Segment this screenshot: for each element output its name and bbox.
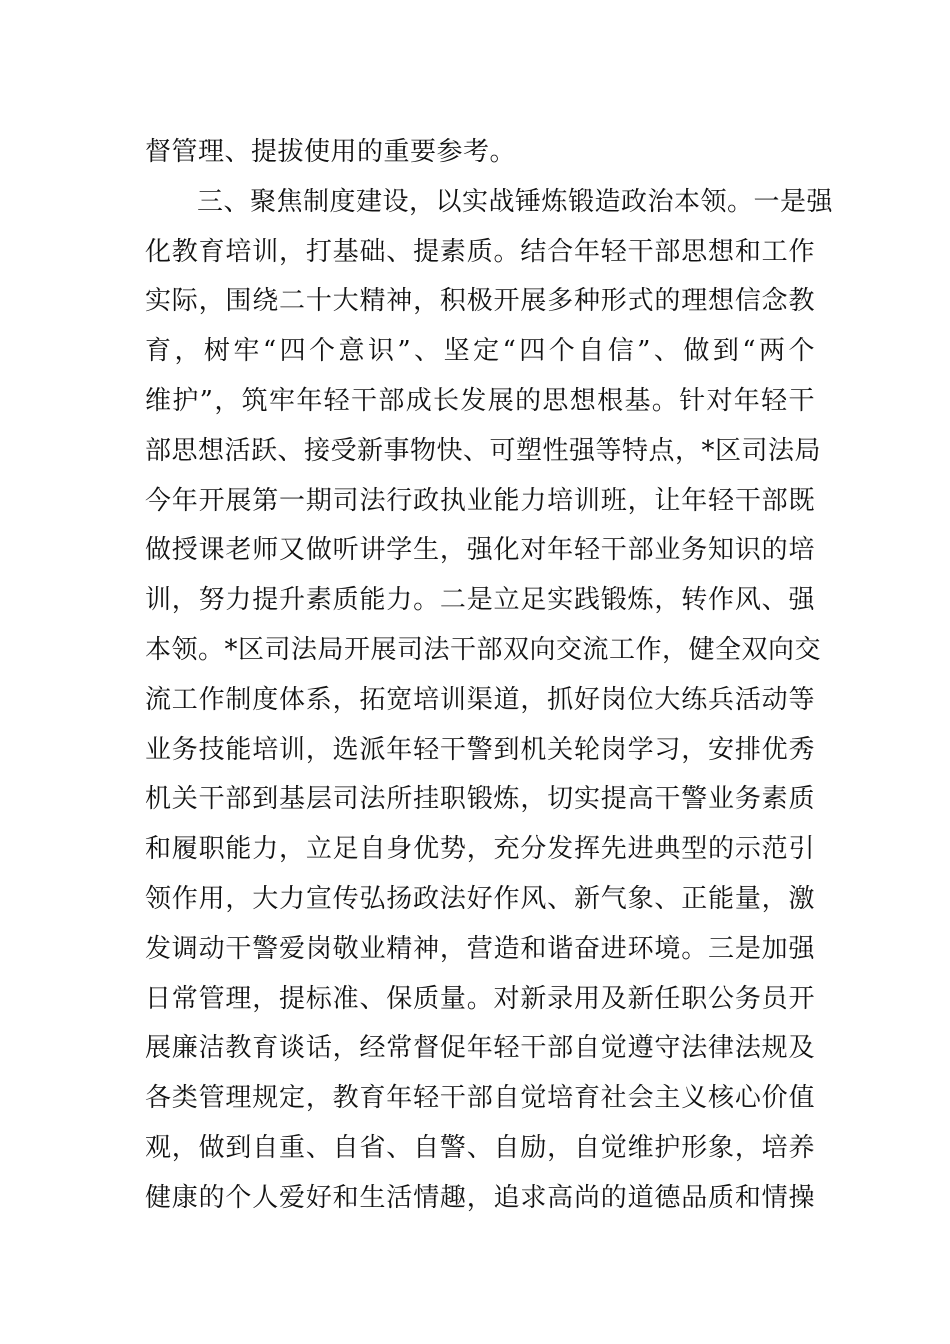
text-line: 训，努力提升素质能力。二是立足实践锻炼，转作风、强	[145, 585, 815, 616]
text-line: 机关干部到基层司法所挂职锻炼，切实提高干警业务素质	[145, 784, 815, 815]
body-text	[145, 128, 834, 1224]
text-line: 健康的个人爱好和生活情趣，追求高尚的道德品质和情操	[145, 1182, 815, 1213]
text-line: 育，树牢“四个意识”、坚定“四个自信”、做到“两个	[145, 336, 815, 367]
text-line: 督管理、提拔使用的重要参考。	[145, 137, 517, 167]
text-line: 业务技能培训，选派年轻干警到机关轮岗学习，安排优秀	[145, 734, 815, 765]
text-line: 今年开展第一期司法行政执业能力培训班，让年轻干部既	[145, 485, 815, 516]
text-line: 三、聚焦制度建设，以实战锤炼锻造政治本领。一是强	[197, 186, 834, 217]
text-line: 做授课老师又做听讲学生，强化对年轻干部业务知识的培	[145, 535, 815, 566]
text-line: 展廉洁教育谈话，经常督促年轻干部自觉遵守法律法规及	[145, 1033, 815, 1064]
text-line: 流工作制度体系，拓宽培训渠道，抓好岗位大练兵活动等	[145, 684, 815, 715]
text-line: 维护”，筑牢年轻干部成长发展的思想根基。针对年轻干	[145, 385, 815, 416]
text-line: 实际，围绕二十大精神，积极开展多种形式的理想信念教	[145, 286, 815, 317]
text-line: 各类管理规定，教育年轻干部自觉培育社会主义核心价值	[145, 1083, 815, 1114]
text-line: 发调动干警爱岗敬业精神，营造和谐奋进环境。三是加强	[145, 933, 815, 964]
text-line: 本领。*区司法局开展司法干部双向交流工作，健全双向交	[145, 634, 822, 665]
text-line: 领作用，大力宣传弘扬政法好作风、新气象、正能量，激	[145, 883, 815, 914]
text-line: 化教育培训，打基础、提素质。结合年轻干部思想和工作	[145, 236, 815, 267]
text-line: 观，做到自重、自省、自警、自励，自觉维护形象，培养	[145, 1132, 815, 1163]
text-line: 日常管理，提标准、保质量。对新录用及新任职公务员开	[145, 983, 815, 1014]
text-line: 部思想活跃、接受新事物快、可塑性强等特点，*区司法局	[145, 435, 822, 466]
text-line: 和履职能力，立足自身优势，充分发挥先进典型的示范引	[145, 834, 815, 865]
